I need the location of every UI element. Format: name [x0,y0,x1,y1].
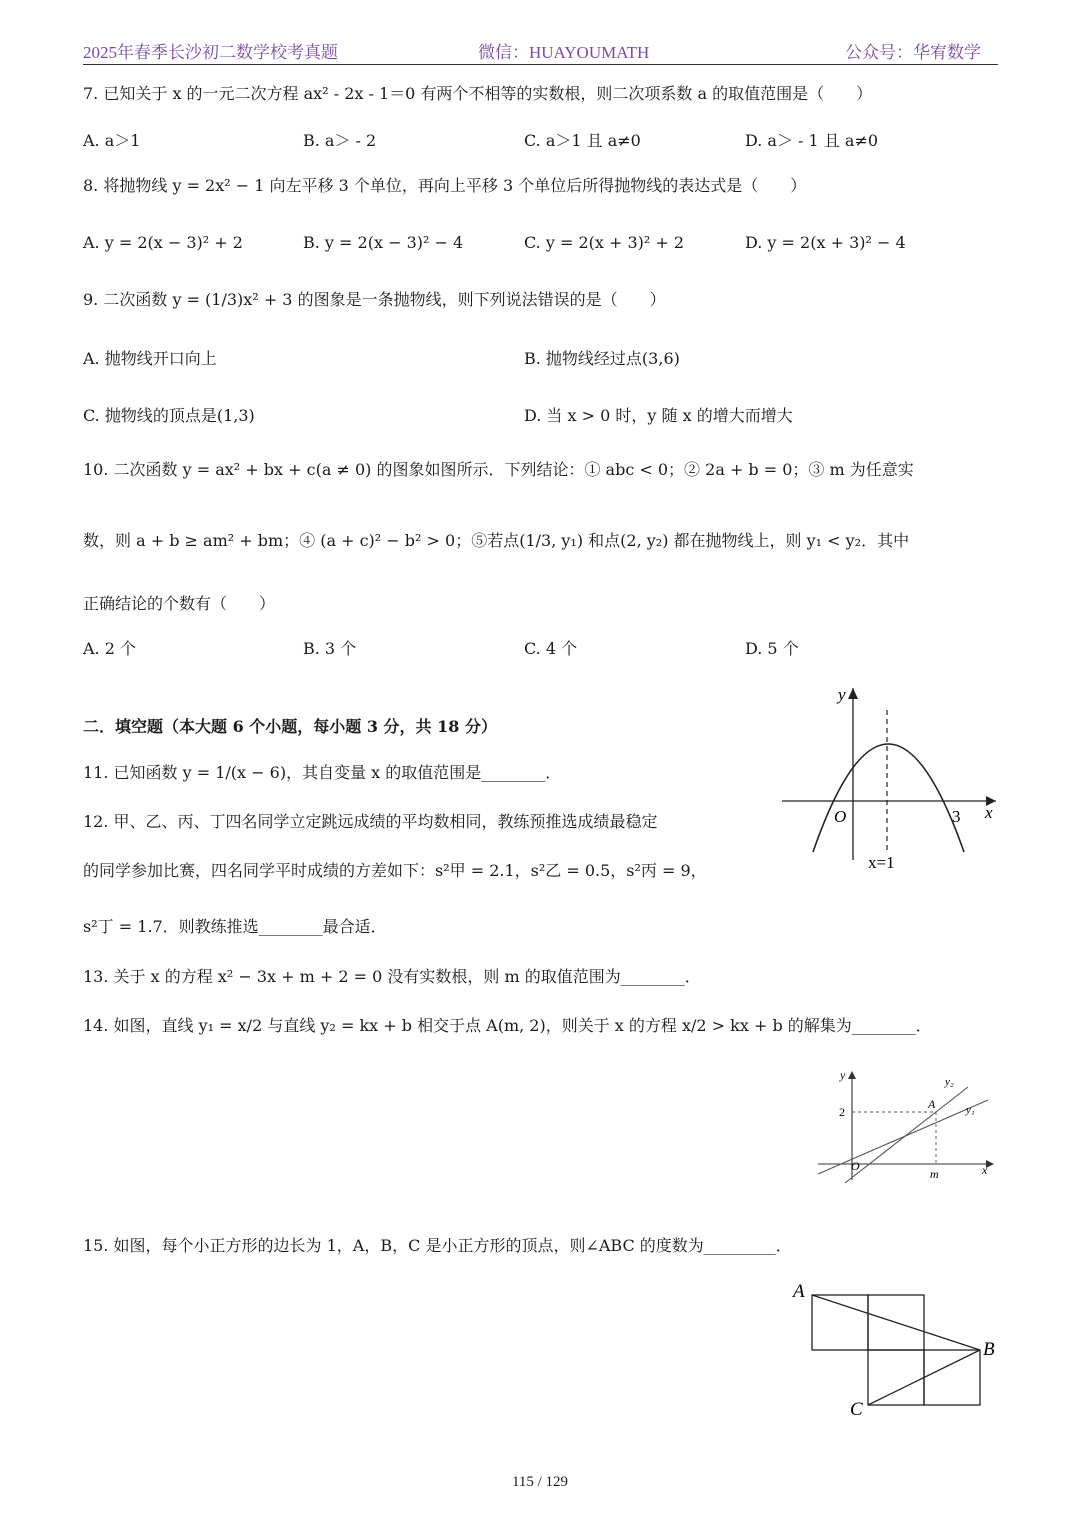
q10-option-a: A. 2 个 [83,639,136,658]
q7-option-d: D. a＞ - 1 且 a≠0 [745,131,879,150]
q8-option-b: B. y = 2(x − 3)² − 4 [303,233,464,252]
grid-figure [790,1275,1005,1425]
m-label: m [930,1167,939,1181]
q10-option-c: C. 4 个 [524,639,578,658]
header-left: 2025年春季长沙初二数学校考真题 [83,43,338,62]
q12-line3: s²丁 = 1.7．则教练推选________最合适． [83,917,387,936]
point-a-label: A [928,1097,936,1111]
q8-option-a: A. y = 2(x − 3)² + 2 [83,233,243,252]
q7-stem: 7. 已知关于 x 的一元二次方程 ax² - 2x - 1＝0 有两个不相等的实数根，则二次项系数 a 的取值范围是（ ） [83,84,873,103]
q7-option-a: A. a＞1 [83,131,141,150]
symmetry-label: x=1 [868,853,895,872]
x-label: x [985,803,993,822]
q11-text: 11. 已知函数 y = 1/(x − 6)，其自变量 x 的取值范围是________． [83,763,562,782]
q10-line3: 正确结论的个数有（ ） [83,594,276,613]
origin-label: O [851,1159,860,1173]
x-label: x [982,1163,988,1177]
q8-option-c: C. y = 2(x + 3)² + 2 [524,233,685,252]
page-number: 115 / 129 [511,1474,569,1490]
header-center: 微信：HUAYOUMATH [478,43,650,62]
parabola-figure [780,680,1000,880]
q9-option-d: D. 当 x > 0 时，y 随 x 的增大而增大 [524,406,793,425]
q9-option-a: A. 抛物线开口向上 [83,349,217,368]
header-right: 公众号：华宥数学 [845,43,981,62]
segment-ab [812,1295,980,1350]
grid-squares [812,1295,980,1405]
point-c-label: C [850,1399,863,1420]
point-b-label: B [983,1339,995,1360]
q9-stem: 9. 二次函数 y = (1/3)x² + 3 的图象是一条抛物线，则下列说法错误的是（ ） [83,290,666,309]
q9-option-c: C. 抛物线的顶点是(1,3) [83,406,255,425]
y2-label: y₂ [945,1076,954,1088]
parabola-curve [813,744,964,852]
root-label: 3 [952,807,961,826]
two-label: 2 [839,1105,845,1119]
y-axis-arrow [848,1071,856,1079]
y-label: y [838,685,846,704]
y-label: y [840,1068,846,1082]
q10-line1: 10. 二次函数 y = ax² + bx + c(a ≠ 0) 的图象如图所示．下列结论：① abc < 0；② 2a + b = 0；③ m 为任意实 [83,460,914,479]
q7-option-c: C. a＞1 且 a≠0 [524,131,641,150]
header-rule [83,64,998,65]
q8-stem: 8. 将抛物线 y = 2x² − 1 向左平移 3 个单位，再向上平移 3 个单位后所得抛物线的表达式是（ ） [83,176,807,195]
q10-line2: 数，则 a + b ≥ am² + bm；④ (a + c)² − b² > 0；⑤若点(1/3, y₁) 和点(2, y₂) 都在抛物线上，则 y₁ < y₂．其中 [83,531,910,550]
y1-label: y₁ [966,1104,975,1116]
y-axis-arrow [848,688,858,699]
q10-option-b: B. 3 个 [303,639,357,658]
q14-text: 14. 如图，直线 y₁ = x/2 与直线 y₂ = kx + b 相交于点 A(m, 2)，则关于 x 的方程 x/2 > kx + b 的解集为________． [83,1016,932,1035]
q8-option-d: D. y = 2(x + 3)² − 4 [745,233,906,252]
q12-line1: 12. 甲、乙、丙、丁四名同学立定跳远成绩的平均数相同，教练预推选成绩最稳定 [83,812,658,831]
q15-text: 15. 如图，每个小正方形的边长为 1，A，B，C 是小正方形的顶点，则∠ABC 的度数为_________． [83,1236,792,1255]
q13-text: 13. 关于 x 的方程 x² − 3x + m + 2 = 0 没有实数根，则 m 的取值范围为________． [83,967,701,986]
q9-option-b: B. 抛物线经过点(3,6) [524,349,680,368]
q7-option-b: B. a＞ - 2 [303,131,377,150]
q10-option-d: D. 5 个 [745,639,799,658]
lines-figure [810,1065,1000,1185]
point-a-label: A [793,1281,805,1302]
origin-label: O [834,807,847,826]
line-y2 [845,1087,968,1183]
section2-title: 二．填空题（本大题 6 个小题，每小题 3 分，共 18 分） [83,717,497,736]
q12-line2: 的同学参加比赛，四名同学平时成绩的方差如下：s²甲 = 2.1，s²乙 = 0.5，s²丙 = 9， [83,861,707,880]
